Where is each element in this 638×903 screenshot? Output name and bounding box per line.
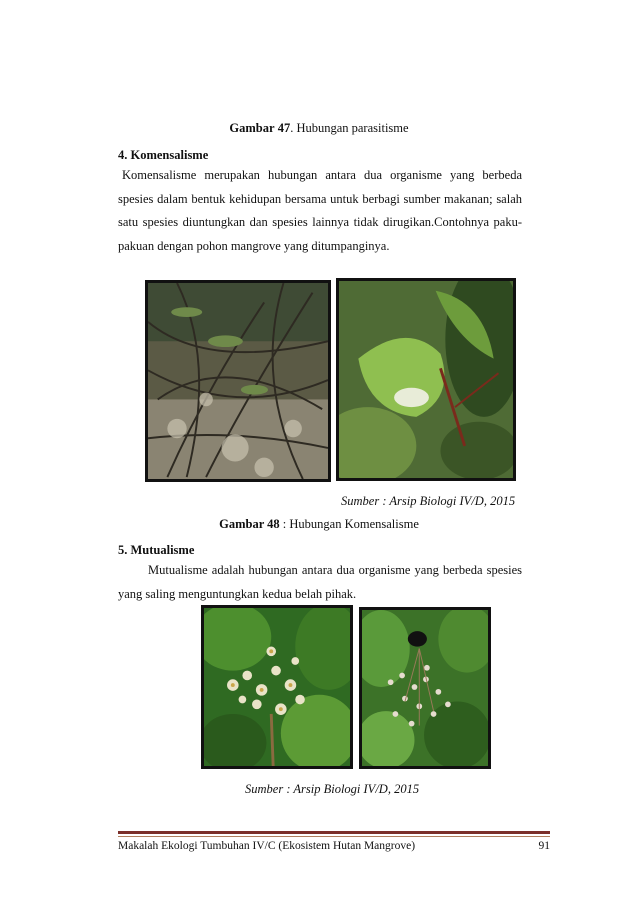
section-heading-mutualisme: 5. Mutualisme (118, 543, 195, 557)
paragraph-komensalisme (118, 164, 522, 258)
photo-fern-on-mangrove (145, 280, 331, 482)
paragraph-line: yang saling menguntungkan kedua belah pihak. (118, 586, 357, 601)
caption-figure-47 (0, 121, 638, 136)
section-heading-komensalisme: 4. Komensalisme (118, 148, 209, 162)
paragraph-line: Mutualisme adalah hubungan antara dua organisme yang berbeda spesies (148, 563, 522, 577)
caption-47-text: . Hubungan parasitisme (290, 121, 409, 135)
photo-flowers-mutualism (201, 605, 353, 769)
paragraph-line: spesies dalam bentuk kehidupan bersama untuk berbagi sumber makanan; salah (118, 191, 522, 206)
paragraph-mutualisme (118, 559, 522, 606)
caption-figure-48 (0, 517, 638, 532)
caption-47-label: Gambar (229, 121, 275, 135)
footer-rule (118, 831, 550, 834)
footer-rule-thin (118, 836, 550, 837)
page-number: 91 (538, 840, 550, 852)
photo-insect-flowers (359, 607, 491, 769)
source-note-2: Sumber : Arsip Biologi IV/D, 2015 (245, 782, 420, 796)
caption-48-text: : Hubungan Komensalisme (279, 517, 419, 531)
footer-title: Makalah Ekologi Tumbuhan IV/C (Ekosistem Hutan Mangrove) (118, 840, 416, 852)
photo-leaf-commensalism (336, 278, 516, 481)
paragraph-line: pakuan dengan pohon mangrove yang ditumpanginya. (118, 238, 390, 253)
caption-47-number: 47 (277, 121, 291, 135)
source-note-1: Sumber : Arsip Biologi IV/D, 2015 (341, 494, 516, 508)
paragraph-line: satu spesies diuntungkan dan spesies lainnya tidak dirugikan.Contohnya paku- (118, 215, 522, 229)
caption-48-label: Gambar 48 (219, 517, 280, 531)
paragraph-line: Komensalisme merupakan hubungan antara dua organisme yang berbeda (122, 168, 522, 182)
